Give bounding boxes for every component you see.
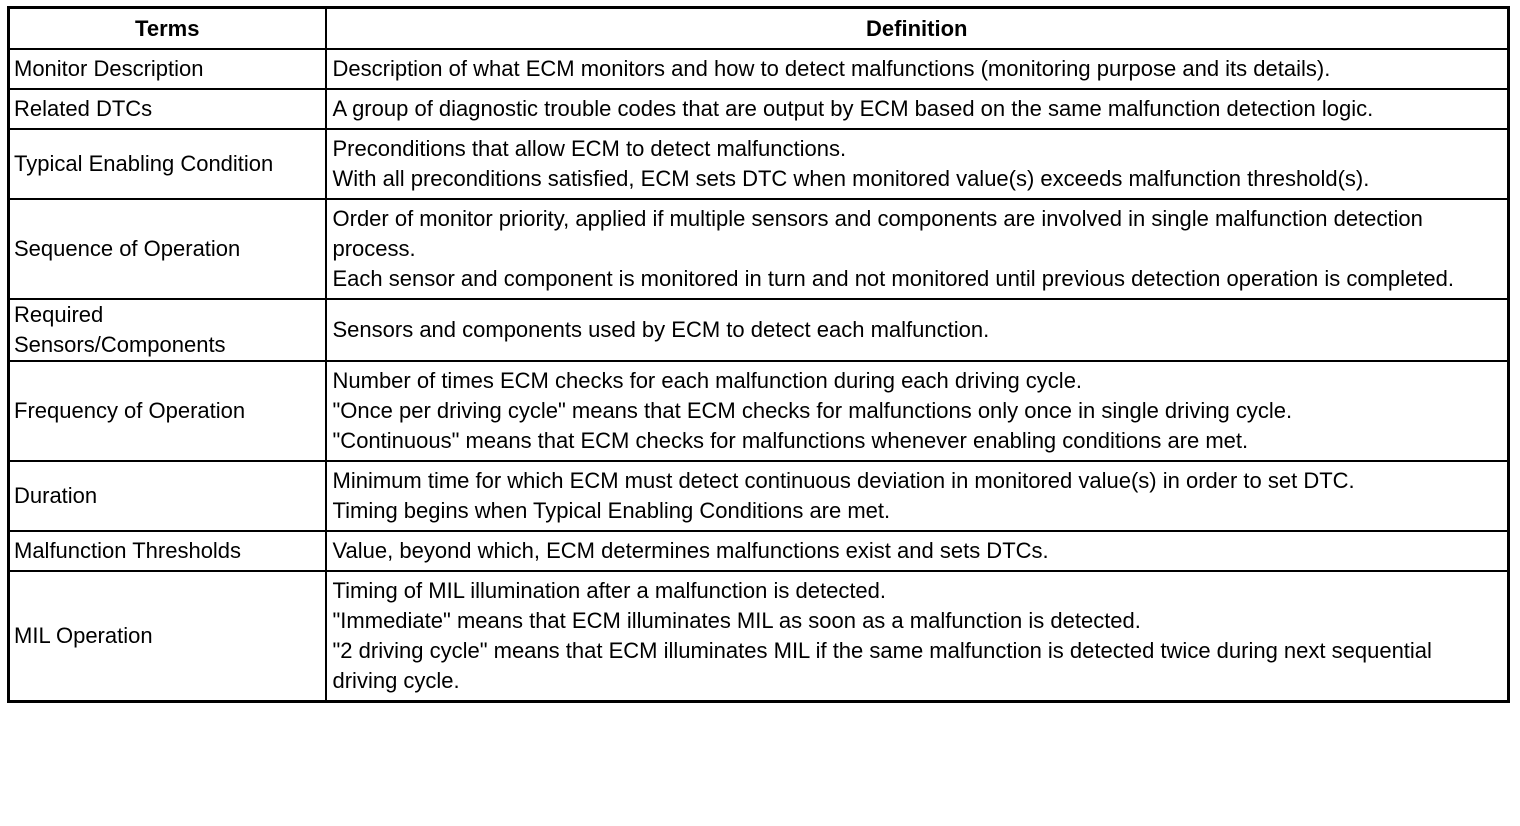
term-cell: Duration <box>9 461 326 531</box>
definition-line: "Continuous" means that ECM checks for malfunctions whenever enabling conditions are met. <box>332 428 1249 453</box>
definition-cell <box>326 129 1509 199</box>
definition-line: With all preconditions satisfied, ECM sets DTC when monitored value(s) exceeds malfunction threshold(s). <box>332 166 1370 191</box>
term-cell: Related DTCs <box>9 89 326 129</box>
definition-line: Description of what ECM monitors and how to detect malfunctions (monitoring purpose and its details). <box>332 56 1331 81</box>
terms-definition-table <box>7 6 1510 703</box>
definition-line: Timing begins when Typical Enabling Conditions are met. <box>332 498 891 523</box>
table-row <box>9 49 1509 89</box>
table-row <box>9 199 1509 299</box>
definition-cell <box>326 299 1509 361</box>
term-cell: Frequency of Operation <box>9 361 326 461</box>
definition-cell <box>326 531 1509 571</box>
definition-line: Timing of MIL illumination after a malfunction is detected. <box>332 578 887 603</box>
definition-line: Minimum time for which ECM must detect continuous deviation in monitored value(s) in order to set DTC. <box>332 468 1355 493</box>
term-cell: Monitor Description <box>9 49 326 89</box>
term-cell: Typical Enabling Condition <box>9 129 326 199</box>
term-cell: MIL Operation <box>9 571 326 702</box>
definition-line: Value, beyond which, ECM determines malfunctions exist and sets DTCs. <box>332 538 1049 563</box>
definition-line: Each sensor and component is monitored in turn and not monitored until previous detection operation is completed. <box>332 266 1454 291</box>
table-row <box>9 299 1509 361</box>
term-cell: Sequence of Operation <box>9 199 326 299</box>
table-row <box>9 129 1509 199</box>
header-terms: Terms <box>9 8 326 50</box>
definition-line: Preconditions that allow ECM to detect malfunctions. <box>332 136 847 161</box>
definition-line: Sensors and components used by ECM to detect each malfunction. <box>332 317 990 342</box>
term-cell: Malfunction Thresholds <box>9 531 326 571</box>
term-cell: Required Sensors/Components <box>9 299 326 361</box>
definition-cell <box>326 49 1509 89</box>
table-row <box>9 571 1509 702</box>
table-row <box>9 361 1509 461</box>
definition-cell <box>326 199 1509 299</box>
definition-line: A group of diagnostic trouble codes that are output by ECM based on the same malfunction detection logic. <box>332 96 1374 121</box>
header-row <box>9 8 1509 50</box>
definition-line: "Once per driving cycle" means that ECM checks for malfunctions only once in single driving cycle. <box>332 398 1293 423</box>
definition-cell <box>326 571 1509 702</box>
definition-cell <box>326 361 1509 461</box>
definition-line: "Immediate" means that ECM illuminates MIL as soon as a malfunction is detected. <box>332 608 1141 633</box>
header-definition: Definition <box>326 8 1509 50</box>
definition-cell <box>326 89 1509 129</box>
table-row <box>9 531 1509 571</box>
table-row <box>9 89 1509 129</box>
definition-line: Order of monitor priority, applied if multiple sensors and components are involved in single malfunction detection process. <box>332 206 1423 261</box>
definition-cell <box>326 461 1509 531</box>
definition-line: Number of times ECM checks for each malfunction during each driving cycle. <box>332 368 1083 393</box>
definition-line: "2 driving cycle" means that ECM illuminates MIL if the same malfunction is detected twice during next sequential driving cycle. <box>332 638 1432 693</box>
table-row <box>9 461 1509 531</box>
